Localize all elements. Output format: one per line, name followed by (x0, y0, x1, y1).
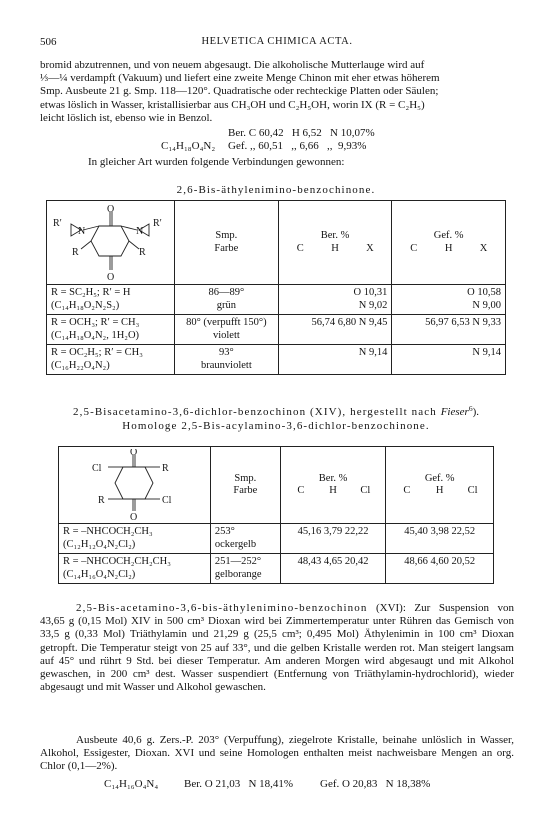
page-number: 506 (40, 36, 57, 48)
table2-structure-cell (59, 447, 211, 524)
analysis-formula: C₁₄H₁₈O₄N₂ (161, 140, 216, 152)
gef-cell: N 9,14 (392, 345, 506, 375)
intro-line: ⅓—¼ verdampft (Vakuum) und liefert eine zweite Menge Chinon mit eher etwas höherem (40, 72, 440, 85)
table-row (47, 315, 506, 345)
ber-head (278, 201, 392, 285)
compound-cell (47, 315, 175, 345)
gef-head (392, 201, 506, 285)
melting-point: 93° (219, 347, 234, 358)
molecular-formula: (C₁₆H₂₂O₄N₂) (51, 359, 110, 371)
intro-paragraph (40, 59, 514, 125)
r-right-label: R (139, 246, 147, 258)
gleicher-line: In gleicher Art wurden folgende Verbindungen gewonnen: (88, 156, 345, 168)
gef-value: O 10,58 (467, 287, 501, 298)
chlorine-left-label: Cl (92, 463, 102, 474)
table1-title: 2,6-Bis-äthylenimino-benzochinone. (176, 184, 376, 196)
intro-line: leicht löslich ist, ebenso wie in Benzol. (40, 111, 213, 124)
farbe-head: Farbe (214, 242, 239, 254)
smp-cell (210, 554, 280, 584)
smp-head: Smp. (215, 230, 238, 241)
gef-cell: 45,40 3,98 22,52 (386, 524, 494, 554)
smp-cell (174, 345, 278, 375)
sub-cl: Cl (360, 485, 371, 496)
gef-head (386, 447, 494, 524)
oxygen-bottom-label: O (107, 271, 115, 282)
substituent: R = OC₂H₅; R′ = CH₃ (51, 347, 143, 358)
ber-cell (278, 285, 392, 315)
paragraph-ausbeute: Ausbeute 40,6 g. Zers.-P. 203° (Verpuffung), ziegelrote Kristalle, beinahe unlöslich in Wasser, Alkohol, Essigester, Dioxan. XVI und seine Homologen enthalten meist nachweisbare Mengen an org. Chlor (0,1—2%). (40, 734, 514, 773)
gef-head-label: Gef. % (424, 472, 455, 484)
r-prime-right-label: R′ (153, 217, 163, 229)
color: ockergelb (214, 538, 257, 550)
analysis-gef: Gef. ,, 60,51 ,, 6,66 ,, 9,93% (228, 140, 367, 152)
reference-number: 6 (468, 404, 473, 413)
table2-header-row (59, 447, 494, 524)
structure-bis-aethylenimino-benzochinon (51, 204, 169, 282)
r-left-label: R (98, 495, 106, 506)
r-prime-left-label: R′ (53, 217, 63, 229)
table2-title-end: ). (472, 406, 479, 418)
smp-cell (174, 285, 278, 315)
sub-h: H (329, 485, 337, 496)
sub-h: H (331, 242, 339, 254)
oxygen-top-label: O (107, 203, 115, 215)
compound-cell (59, 554, 211, 584)
substituent: R = –NHCOCH₂CH₃ (63, 526, 153, 537)
color: braunviolett (201, 359, 252, 371)
intro-line: bromid abzutrennen, und von neuem abgesaugt. Die alkoholische Mutterlauge wird auf (40, 59, 425, 71)
table1-structure-cell (47, 201, 175, 285)
smp-farbe-head (174, 201, 278, 285)
gef-cell: 56,97 6,53 N 9,33 (392, 315, 506, 345)
table-row (47, 345, 506, 375)
table2-title-line1 (0, 406, 552, 419)
ber-head-label: Ber. % (318, 472, 348, 484)
gef-value: N 9,00 (472, 299, 501, 311)
nitrogen-left-label: N (78, 225, 86, 237)
substituent: R = –NHCOCH₂CH₂CH₃ (63, 556, 171, 567)
smp-cell (174, 315, 278, 345)
analysis-ber-2: Ber. O 21,03 N 18,41% (184, 778, 294, 790)
smp-farbe-head (210, 447, 280, 524)
ber-cell: N 9,14 (278, 345, 392, 375)
ber-cell: 48,43 4,65 20,42 (280, 554, 386, 584)
sub-h: H (435, 485, 444, 496)
gef-head-label: Gef. % (433, 230, 464, 241)
structure-dichlor-benzochinon (74, 449, 194, 521)
paragraph-xvi (40, 602, 514, 694)
ber-cell: 56,74 6,80 N 9,45 (278, 315, 392, 345)
intro-line: etwas löslich in Wasser, kristallisierbar aus CH₃OH und C₂H₅OH, worin IX (R = C₂H₅) (40, 98, 425, 111)
compound-cell (47, 345, 175, 375)
ber-value: O 10,31 (353, 287, 388, 298)
r-left-label: R (72, 246, 80, 258)
journal-title: HELVETICA CHIMICA ACTA. (201, 36, 353, 47)
ber-cell: 45,16 3,79 22,22 (280, 524, 386, 554)
sub-x: X (366, 242, 374, 254)
melting-point: 251—252° (214, 556, 262, 567)
compound-cell (47, 285, 175, 315)
melting-point: 80° (verpufft 150°) (186, 317, 267, 328)
color: grün (216, 299, 236, 311)
smp-head: Smp. (234, 472, 257, 484)
molecular-formula: (C₁₄H₁₆O₄N₂Cl₂) (63, 568, 136, 580)
table1 (46, 200, 506, 375)
sub-x: X (479, 242, 488, 254)
sub-h: H (444, 242, 453, 254)
gef-cell: 48,66 4,60 20,52 (386, 554, 494, 584)
sub-c: C (410, 242, 418, 254)
procedure-text: (XVI): Zur Suspension von 43,65 g (0,15 Mol) XIV in 500 cm³ Dioxan wird bei Zimmertemperatur unter Rühren das Gemisch von 33,5 g (0,33 Mol) Triäthylamin und 21,29 g (25,5 cm³; 0,495 Mol) Äthylenimin in 100 cm³ Dioxan getropft. Die Temperatur steigt von 25 auf 33°, und die gelben Kristalle werden rot. Man steigert langsam auf 45° und rührt 9 Std. bei dieser Temperatur. Am anderen Morgen wird abgesaugt und mit Alkohol gewaschen, in 200 cm³ dest. Wasser suspendiert (Entfernung von Triäthylamin-hydrochlorid), wieder abgesaugt und mit Wasser und Alkohol gewaschen. (40, 602, 514, 694)
substituent: R = SC₂H₅; R′ = H (51, 287, 131, 298)
ber-head-label: Ber. % (320, 230, 350, 241)
molecular-formula: (C₁₄H₁₈O₄N₂, 1H₂O) (51, 329, 140, 341)
compound-cell (59, 524, 211, 554)
sub-c: C (297, 485, 305, 496)
analysis-ber: Ber. C 60,42 H 6,52 N 10,07% (228, 127, 375, 139)
table-row (59, 554, 494, 584)
sub-c: C (403, 485, 411, 496)
table2-title-line2: Homologe 2,5-Bis-acylamino-3,6-dichlor-benzochinone. (122, 420, 430, 432)
melting-point: 253° (214, 526, 235, 537)
table2 (58, 446, 494, 584)
substituent: R = OCH₃; R′ = CH₃ (51, 317, 140, 328)
author-name: Fieser (440, 406, 469, 418)
ber-head (280, 447, 386, 524)
analysis-gef-2: Gef. O 20,83 N 18,38% (320, 778, 431, 790)
r-right-label: R (162, 463, 170, 474)
melting-point: 86—89° (208, 287, 245, 298)
farbe-head: Farbe (233, 485, 258, 496)
page-header (40, 36, 514, 50)
gef-cell (392, 285, 506, 315)
smp-cell (210, 524, 280, 554)
color: violett (212, 329, 240, 341)
chlorine-right-label: Cl (162, 495, 172, 506)
nitrogen-right-label: N (136, 225, 144, 237)
table-row (59, 524, 494, 554)
table1-header-row (47, 201, 506, 285)
compound-title: 2,5-Bis-acetamino-3,6-bis-äthylenimino-benzochinon (76, 602, 368, 614)
sub-cl: Cl (467, 485, 478, 496)
table2-title-text: 2,5-Bisacetamino-3,6-dichlor-benzochinon (XIV), hergestellt nach (73, 406, 441, 418)
oxygen-top-label: O (130, 449, 138, 458)
molecular-formula: (C₁₄H₁₈O₂N₂S₂) (51, 299, 120, 311)
sub-c: C (296, 242, 304, 254)
color: gelborange (214, 568, 262, 580)
table-row (47, 285, 506, 315)
molecular-formula: (C₁₂H₁₂O₄N₂Cl₂) (63, 538, 136, 550)
analysis-formula-2: C₁₄H₁₆O₄N₄ (104, 778, 159, 790)
intro-line: Smp. Ausbeute 21 g. Smp. 118—120°. Quadratische oder rechteckige Platten oder Säulen; (40, 85, 439, 98)
oxygen-bottom-label: O (130, 512, 138, 521)
ber-value: N 9,02 (358, 299, 388, 311)
